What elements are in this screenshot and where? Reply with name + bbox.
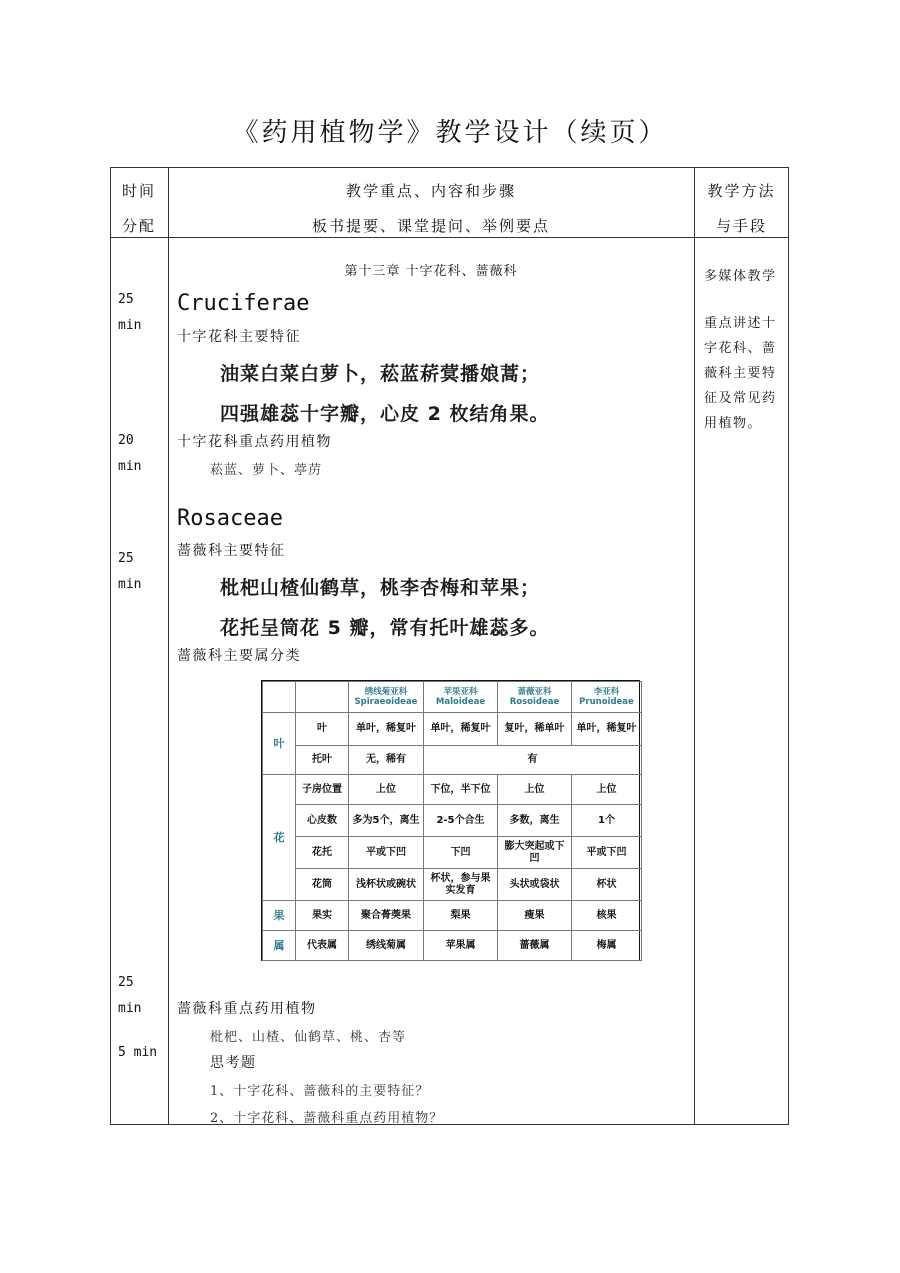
table-cell: 头状或袋状 [498, 869, 572, 901]
table-cell: 核果 [572, 901, 642, 931]
table-cell: 1个 [572, 805, 642, 837]
row-label: 托叶 [296, 746, 349, 775]
subfamily-header: 苹果亚科 Maloideae [424, 682, 498, 713]
table-cell: 梅属 [572, 931, 642, 961]
mnemonic-line: 枇杷山楂仙鹤草，桃李杏梅和苹果； [220, 577, 541, 599]
page-title: 《药用植物学》教学设计（续页） [232, 118, 668, 148]
time-allocation: 25 min [118, 975, 142, 1016]
section-heading: 蔷薇科重点药用植物 [177, 1001, 317, 1017]
header-method-line1: 教学方法 [707, 182, 776, 200]
table-cell: 上位 [349, 775, 424, 805]
table-corner [296, 682, 349, 713]
table-cell: 苹果属 [424, 931, 498, 961]
section-heading: 蔷薇科主要特征 [177, 543, 286, 559]
group-label: 叶 [263, 713, 296, 775]
header-divider [110, 237, 789, 238]
row-label: 花筒 [296, 869, 349, 901]
column-divider [694, 167, 695, 1125]
plant-list: 菘蓝、萝卜、葶苈 [210, 463, 323, 478]
plant-list: 枇杷、山楂、仙鹤草、桃、杏等 [210, 1030, 407, 1045]
table-cell: 平或下凹 [572, 837, 642, 869]
table-cell: 聚合蓇葖果 [349, 901, 424, 931]
subfamily-header: 蔷薇亚科 Rosoideae [498, 682, 572, 713]
time-allocation: 5 min [118, 1045, 158, 1060]
row-label: 心皮数 [296, 805, 349, 837]
header-time-line1: 时间 [121, 182, 156, 200]
group-label: 果 [263, 901, 296, 931]
question-item: 1、十字花科、蔷薇科的主要特征？ [210, 1084, 430, 1099]
subfamily-header: 李亚科 Prunoideae [572, 682, 642, 713]
table-cell: 多数，离生 [498, 805, 572, 837]
table-cell: 上位 [498, 775, 572, 805]
table-cell: 梨果 [424, 901, 498, 931]
mnemonic-line: 油菜白菜白萝卜，菘蓝菥蓂播娘蒿； [220, 363, 541, 385]
table-cell: 浅杯状或碗状 [349, 869, 424, 901]
table-cell: 上位 [572, 775, 642, 805]
table-cell: 下凹 [424, 837, 498, 869]
table-cell: 平或下凹 [349, 837, 424, 869]
table-cell: 多为5个，离生 [349, 805, 424, 837]
header-method-line2: 与手段 [715, 217, 767, 235]
table-cell: 绣线菊属 [349, 931, 424, 961]
time-allocation: 25 min [118, 292, 142, 333]
section-heading: 十字花科重点药用植物 [177, 434, 332, 450]
section-heading: 蔷薇科主要属分类 [177, 648, 301, 664]
method-note: 重点讲述十字花科、蔷薇科主要特征及常见药用植物。 [704, 316, 777, 431]
row-label: 子房位置 [296, 775, 349, 805]
table-cell: 2-5个合生 [424, 805, 498, 837]
question-item: 2、十字花科、蔷薇科重点药用植物？ [210, 1111, 444, 1126]
time-allocation: 25 min [118, 551, 142, 592]
table-cell: 单叶，稀复叶 [349, 713, 424, 746]
header-time-line2: 分配 [121, 217, 156, 235]
table-cell: 杯状 [572, 869, 642, 901]
time-allocation: 20 min [118, 433, 142, 474]
group-label: 花 [263, 775, 296, 901]
table-cell: 无，稀有 [349, 746, 424, 775]
family-latin-name: Rosaceae [177, 506, 283, 531]
table-cell: 杯状，参与果实发育 [424, 869, 498, 901]
mnemonic-line: 四强雄蕊十字瓣，心皮 2 枚结角果。 [220, 403, 550, 425]
row-label: 花托 [296, 837, 349, 869]
table-cell: 单叶，稀复叶 [424, 713, 498, 746]
row-label: 叶 [296, 713, 349, 746]
column-divider [168, 167, 169, 1125]
subfamily-header: 绣线菊亚科 Spiraeoideae [349, 682, 424, 713]
table-cell: 单叶，稀复叶 [572, 713, 642, 746]
table-cell: 下位，半下位 [424, 775, 498, 805]
table-cell: 有 [424, 746, 642, 775]
row-label: 代表属 [296, 931, 349, 961]
rosaceae-classification-table [261, 680, 640, 961]
header-content-line1: 教学重点、内容和步骤 [345, 182, 516, 200]
mnemonic-line: 花托呈筒花 5 瓣，常有托叶雄蕊多。 [220, 617, 550, 639]
header-content-line2: 板书提要、课堂提问、举例要点 [311, 217, 550, 235]
group-label: 属 [263, 931, 296, 961]
table-cell: 复叶，稀单叶 [498, 713, 572, 746]
section-heading: 十字花科主要特征 [177, 329, 301, 345]
table-cell: 蔷薇属 [498, 931, 572, 961]
row-label: 果实 [296, 901, 349, 931]
table-cell: 膨大突起或下凹 [498, 837, 572, 869]
table-cell: 瘦果 [498, 901, 572, 931]
table-corner [263, 682, 296, 713]
method-note: 多媒体教学 [704, 269, 777, 284]
family-latin-name: Cruciferae [177, 291, 310, 316]
chapter-title: 第十三章 十字花科、蔷薇科 [344, 264, 518, 279]
questions-heading: 思考题 [210, 1055, 257, 1071]
